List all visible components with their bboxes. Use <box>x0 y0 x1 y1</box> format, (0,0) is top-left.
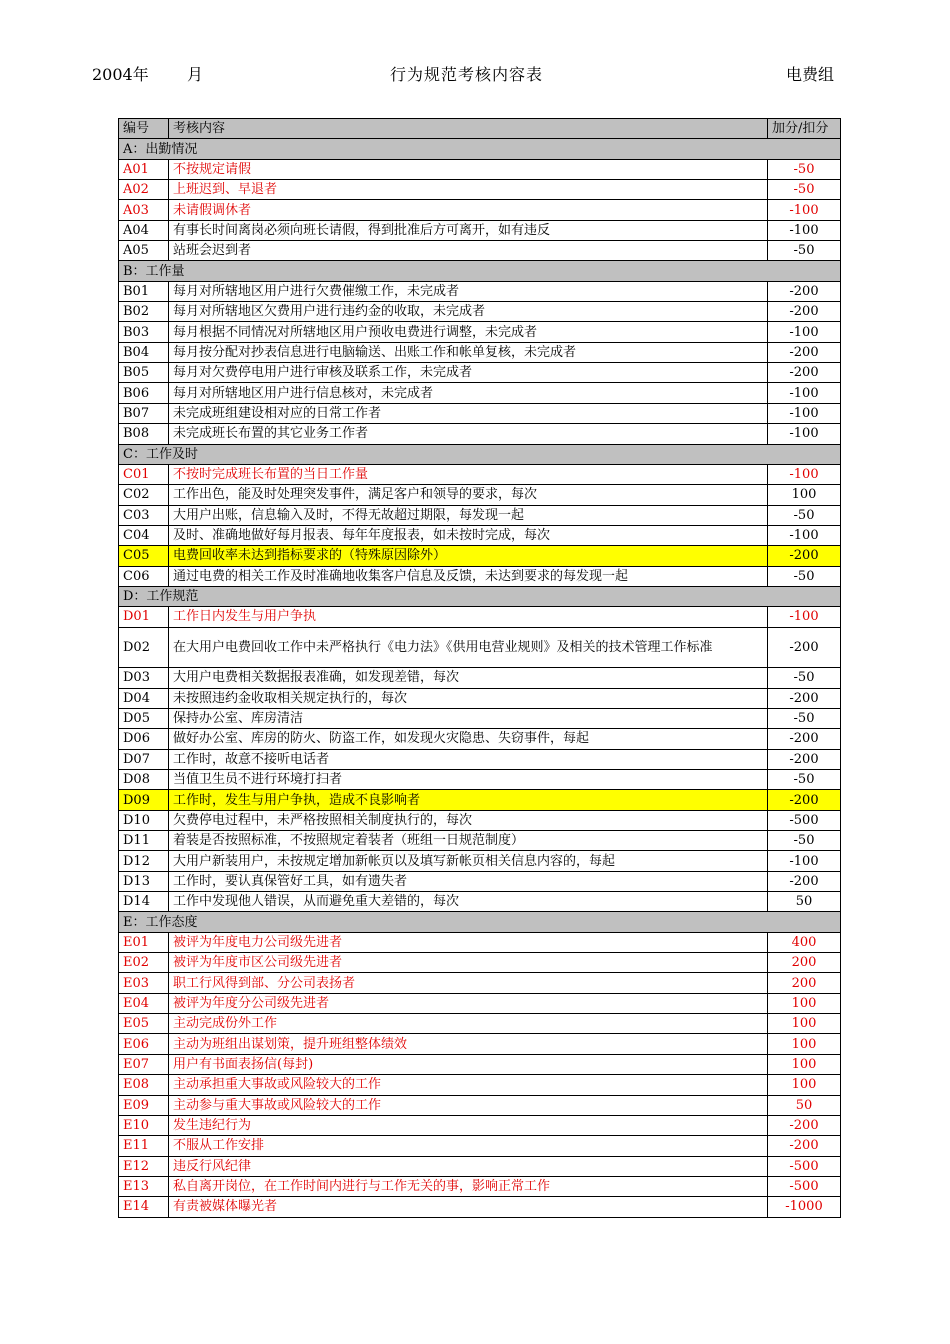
header-score: 加分/扣分 <box>768 119 841 139</box>
section-label: E：工作态度 <box>119 912 841 932</box>
row-code: B04 <box>119 342 169 362</box>
table-row <box>119 1034 841 1054</box>
row-score: -200 <box>768 1115 841 1135</box>
table-row <box>119 1115 841 1135</box>
section-label: D：工作规范 <box>119 586 841 606</box>
row-score: -50 <box>768 566 841 586</box>
table-row <box>119 892 841 912</box>
table-row <box>119 932 841 952</box>
row-code: D12 <box>119 851 169 871</box>
row-code: B08 <box>119 424 169 444</box>
table-row <box>119 973 841 993</box>
row-code: A01 <box>119 159 169 179</box>
header-code: 编号 <box>119 119 169 139</box>
row-content: 主动承担重大事故或风险较大的工作 <box>169 1075 768 1095</box>
row-score: -100 <box>768 851 841 871</box>
row-score: 100 <box>768 1014 841 1034</box>
row-content: 工作时，故意不接听电话者 <box>169 749 768 769</box>
table-row <box>119 546 841 566</box>
table-row <box>119 708 841 728</box>
table-row <box>119 464 841 484</box>
row-code: C03 <box>119 505 169 525</box>
row-score: -500 <box>768 1176 841 1196</box>
row-content: 保持办公室、库房清洁 <box>169 708 768 728</box>
row-content: 着装是否按照标准，不按照规定着装者（班组一日规范制度） <box>169 831 768 851</box>
row-score: -200 <box>768 627 841 668</box>
row-score: 50 <box>768 892 841 912</box>
table-row <box>119 302 841 322</box>
row-content: 工作出色，能及时处理突发事件，满足客户和领导的要求，每次 <box>169 485 768 505</box>
row-content: 工作中发现他人错误，从而避免重大差错的，每次 <box>169 892 768 912</box>
row-score: -100 <box>768 403 841 423</box>
row-score: -200 <box>768 729 841 749</box>
section-row <box>119 586 841 606</box>
row-content: 私自离开岗位，在工作时间内进行与工作无关的事，影响正常工作 <box>169 1176 768 1196</box>
row-code: B07 <box>119 403 169 423</box>
row-code: D04 <box>119 688 169 708</box>
table-row <box>119 688 841 708</box>
table-row <box>119 810 841 830</box>
section-label: C：工作及时 <box>119 444 841 464</box>
table-row <box>119 159 841 179</box>
section-label: B：工作量 <box>119 261 841 281</box>
row-content: 每月对所辖地区用户进行信息核对，未完成者 <box>169 383 768 403</box>
row-content: 不服从工作安排 <box>169 1136 768 1156</box>
table-row <box>119 607 841 627</box>
row-code: C04 <box>119 525 169 545</box>
row-code: A03 <box>119 200 169 220</box>
row-code: D10 <box>119 810 169 830</box>
row-content: 违反行风纪律 <box>169 1156 768 1176</box>
row-content: 做好办公室、库房的防火、防盗工作，如发现火灾隐患、失窃事件，每起 <box>169 729 768 749</box>
section-row <box>119 261 841 281</box>
row-score: -100 <box>768 200 841 220</box>
row-code: E05 <box>119 1014 169 1034</box>
row-content: 主动参与重大事故或风险较大的工作 <box>169 1095 768 1115</box>
table-row <box>119 1054 841 1074</box>
row-content: 当值卫生员不进行环境打扫者 <box>169 770 768 790</box>
row-code: E09 <box>119 1095 169 1115</box>
row-code: A02 <box>119 180 169 200</box>
row-code: D03 <box>119 668 169 688</box>
row-code: E01 <box>119 932 169 952</box>
row-code: D13 <box>119 871 169 891</box>
row-score: -200 <box>768 871 841 891</box>
row-content: 被评为年度市区公司级先进者 <box>169 953 768 973</box>
row-content: 有责被媒体曝光者 <box>169 1197 768 1217</box>
row-score: -200 <box>768 790 841 810</box>
table-row <box>119 1156 841 1176</box>
row-score: -500 <box>768 810 841 830</box>
row-code: C02 <box>119 485 169 505</box>
row-score: -200 <box>768 363 841 383</box>
assessment-table <box>118 118 841 1218</box>
row-score: 100 <box>768 1054 841 1074</box>
row-code: E11 <box>119 1136 169 1156</box>
section-row <box>119 139 841 159</box>
row-content: 被评为年度分公司级先进者 <box>169 993 768 1013</box>
row-score: -200 <box>768 302 841 322</box>
table-row <box>119 1014 841 1034</box>
row-score: -100 <box>768 607 841 627</box>
row-score: -1000 <box>768 1197 841 1217</box>
row-content: 主动完成份外工作 <box>169 1014 768 1034</box>
row-score: -100 <box>768 383 841 403</box>
row-score: -50 <box>768 241 841 261</box>
row-score: -50 <box>768 180 841 200</box>
table-row <box>119 180 841 200</box>
header-content: 考核内容 <box>169 119 768 139</box>
table-row <box>119 851 841 871</box>
row-score: -200 <box>768 749 841 769</box>
table-row <box>119 342 841 362</box>
row-code: D09 <box>119 790 169 810</box>
row-code: D01 <box>119 607 169 627</box>
row-content: 每月对所辖地区用户进行欠费催缴工作，未完成者 <box>169 281 768 301</box>
row-code: C01 <box>119 464 169 484</box>
row-score: 100 <box>768 1034 841 1054</box>
row-score: 200 <box>768 953 841 973</box>
header-group: 电费组 <box>786 65 835 84</box>
row-code: C06 <box>119 566 169 586</box>
row-content: 不按规定请假 <box>169 159 768 179</box>
table-row <box>119 505 841 525</box>
table-row <box>119 220 841 240</box>
table-row <box>119 1197 841 1217</box>
table-row <box>119 770 841 790</box>
row-content: 用户有书面表扬信(每封) <box>169 1054 768 1074</box>
row-content: 每月根据不同情况对所辖地区用户预收电费进行调整，未完成者 <box>169 322 768 342</box>
row-content: 不按时完成班长布置的当日工作量 <box>169 464 768 484</box>
row-content: 主动为班组出谋划策，提升班组整体绩效 <box>169 1034 768 1054</box>
row-score: -200 <box>768 1136 841 1156</box>
header-year: 2004年 <box>92 65 149 84</box>
row-score: -100 <box>768 464 841 484</box>
table-row <box>119 241 841 261</box>
row-code: E12 <box>119 1156 169 1176</box>
table-row <box>119 871 841 891</box>
page-title: 行为规范考核内容表 <box>390 65 544 84</box>
table-row <box>119 749 841 769</box>
row-code: A05 <box>119 241 169 261</box>
row-score: -500 <box>768 1156 841 1176</box>
table-row <box>119 729 841 749</box>
row-code: A04 <box>119 220 169 240</box>
row-score: -50 <box>768 505 841 525</box>
row-content: 欠费停电过程中，未严格按照相关制度执行的，每次 <box>169 810 768 830</box>
table-row <box>119 790 841 810</box>
row-score: -100 <box>768 525 841 545</box>
section-label: A：出勤情况 <box>119 139 841 159</box>
row-code: D02 <box>119 627 169 668</box>
row-code: D05 <box>119 708 169 728</box>
row-content: 工作时，发生与用户争执，造成不良影响者 <box>169 790 768 810</box>
row-score: -100 <box>768 322 841 342</box>
row-content: 及时、准确地做好每月报表、每年年度报表，如未按时完成，每次 <box>169 525 768 545</box>
row-content: 工作时，要认真保管好工具，如有遗失者 <box>169 871 768 891</box>
table-row <box>119 668 841 688</box>
row-code: D11 <box>119 831 169 851</box>
row-code: D06 <box>119 729 169 749</box>
row-code: E02 <box>119 953 169 973</box>
row-content: 未按照违约金收取相关规定执行的，每次 <box>169 688 768 708</box>
row-content: 职工行风得到部、分公司表扬者 <box>169 973 768 993</box>
table-row <box>119 831 841 851</box>
section-row <box>119 912 841 932</box>
row-code: E04 <box>119 993 169 1013</box>
row-content: 每月对所辖地区欠费用户进行违约金的收取，未完成者 <box>169 302 768 322</box>
row-content: 发生违纪行为 <box>169 1115 768 1135</box>
row-code: D08 <box>119 770 169 790</box>
row-content: 未完成班长布置的其它业务工作者 <box>169 424 768 444</box>
row-content: 上班迟到、早退者 <box>169 180 768 200</box>
table-row <box>119 627 841 668</box>
row-score: -50 <box>768 668 841 688</box>
row-score: -50 <box>768 708 841 728</box>
row-content: 有事长时间离岗必须向班长请假，得到批准后方可离开，如有违反 <box>169 220 768 240</box>
table-row <box>119 993 841 1013</box>
table-row <box>119 1136 841 1156</box>
section-row <box>119 444 841 464</box>
row-score: -200 <box>768 688 841 708</box>
row-score: 400 <box>768 932 841 952</box>
row-code: E07 <box>119 1054 169 1074</box>
header-month: 月 <box>187 65 204 84</box>
row-score: 100 <box>768 993 841 1013</box>
row-content: 大用户新装用户，未按规定增加新帐页以及填写新帐页相关信息内容的，每起 <box>169 851 768 871</box>
table-row <box>119 525 841 545</box>
row-score: -200 <box>768 546 841 566</box>
row-content: 站班会迟到者 <box>169 241 768 261</box>
row-score: -200 <box>768 281 841 301</box>
row-code: B05 <box>119 363 169 383</box>
row-score: 100 <box>768 485 841 505</box>
table-row <box>119 485 841 505</box>
row-content: 大用户电费相关数据报表准确，如发现差错，每次 <box>169 668 768 688</box>
row-score: -50 <box>768 831 841 851</box>
row-code: D07 <box>119 749 169 769</box>
row-score: 100 <box>768 1075 841 1095</box>
row-content: 每月按分配对抄表信息进行电脑输送、出账工作和帐单复核，未完成者 <box>169 342 768 362</box>
row-content: 未请假调休者 <box>169 200 768 220</box>
table-header-row <box>119 119 841 139</box>
row-code: D14 <box>119 892 169 912</box>
table-row <box>119 322 841 342</box>
row-score: -50 <box>768 770 841 790</box>
table-row <box>119 1176 841 1196</box>
row-code: B02 <box>119 302 169 322</box>
row-content: 电费回收率未达到指标要求的（特殊原因除外） <box>169 546 768 566</box>
table-row <box>119 200 841 220</box>
row-code: E06 <box>119 1034 169 1054</box>
row-code: E13 <box>119 1176 169 1196</box>
table-row <box>119 403 841 423</box>
table-row <box>119 1075 841 1095</box>
row-content: 被评为年度电力公司级先进者 <box>169 932 768 952</box>
row-score: -100 <box>768 424 841 444</box>
row-content: 每月对欠费停电用户进行审核及联系工作，未完成者 <box>169 363 768 383</box>
row-code: E14 <box>119 1197 169 1217</box>
row-score: 50 <box>768 1095 841 1115</box>
row-content: 通过电费的相关工作及时准确地收集客户信息及反馈，未达到要求的每发现一起 <box>169 566 768 586</box>
row-content: 在大用户电费回收工作中未严格执行《电力法》《供用电营业规则》及相关的技术管理工作标准 <box>169 627 768 668</box>
table-row <box>119 383 841 403</box>
row-code: B03 <box>119 322 169 342</box>
row-code: B01 <box>119 281 169 301</box>
row-code: E08 <box>119 1075 169 1095</box>
table-row <box>119 363 841 383</box>
table-row <box>119 566 841 586</box>
row-code: E03 <box>119 973 169 993</box>
row-code: E10 <box>119 1115 169 1135</box>
table-row <box>119 1095 841 1115</box>
table-row <box>119 953 841 973</box>
row-score: 200 <box>768 973 841 993</box>
row-content: 大用户出账，信息输入及时，不得无故超过期限，每发现一起 <box>169 505 768 525</box>
row-score: -50 <box>768 159 841 179</box>
row-code: B06 <box>119 383 169 403</box>
row-content: 未完成班组建设相对应的日常工作者 <box>169 403 768 423</box>
row-code: C05 <box>119 546 169 566</box>
row-content: 工作日内发生与用户争执 <box>169 607 768 627</box>
row-score: -100 <box>768 220 841 240</box>
row-score: -200 <box>768 342 841 362</box>
table-row <box>119 424 841 444</box>
table-row <box>119 281 841 301</box>
